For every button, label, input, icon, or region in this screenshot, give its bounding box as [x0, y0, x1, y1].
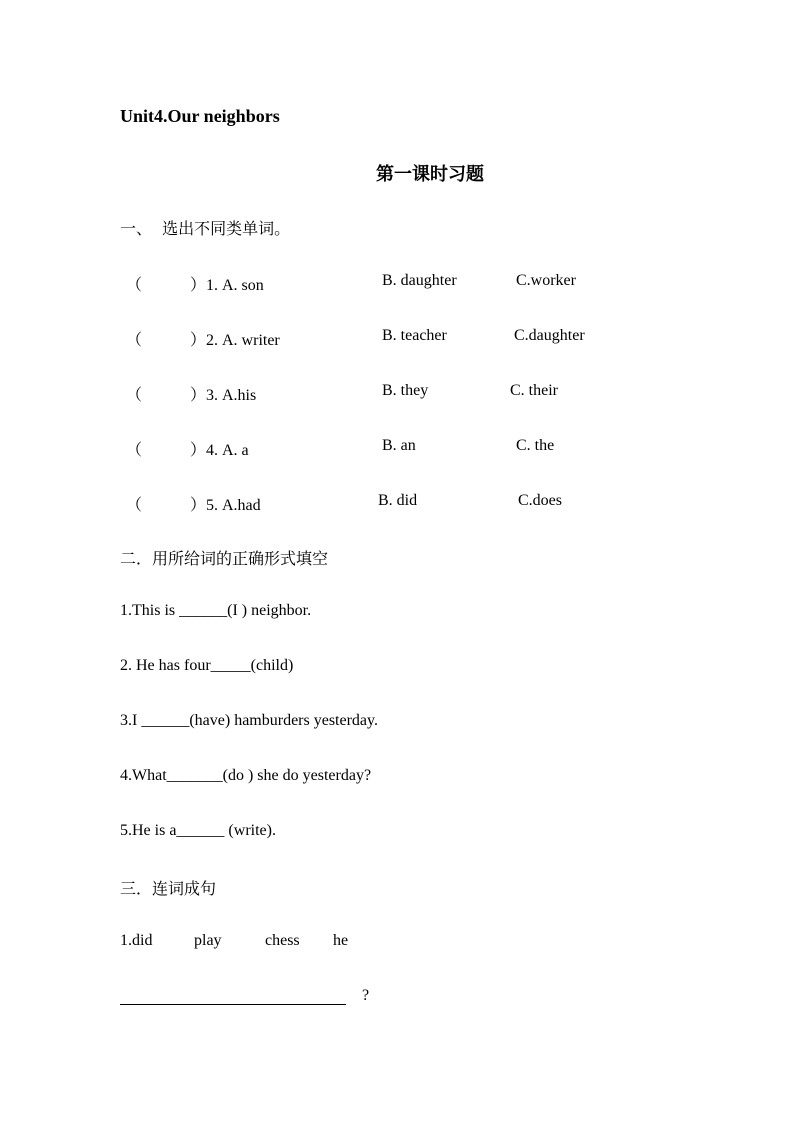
- question-3-stem: （ ）3. A.his: [126, 387, 257, 404]
- question-2-option-c: C.daughter: [514, 327, 585, 344]
- fill-question-1: 1.This is ______(I ) neighbor.: [120, 602, 312, 619]
- question-2-option-b: B. teacher: [382, 327, 447, 344]
- scramble-word-2: play: [194, 932, 222, 949]
- question-1-option-c: C.worker: [516, 272, 576, 289]
- scramble-word-3: chess: [265, 932, 300, 949]
- section2-heading: 二．用所给词的正确形式填空: [120, 549, 329, 568]
- question-4-stem: （ ）4. A. a: [126, 442, 249, 459]
- question-3-option-b: B. they: [382, 382, 429, 399]
- question-4-option-c: C. the: [516, 437, 555, 454]
- section1-heading: 一、 选出不同类单词。: [120, 219, 291, 238]
- answer-question-mark: ?: [362, 987, 370, 1004]
- question-3-option-c: C. their: [510, 382, 558, 399]
- fill-question-5: 5.He is a______ (write).: [120, 822, 276, 839]
- page-title: Unit4.Our neighbors: [120, 106, 280, 126]
- question-5-stem: （ ）5. A.had: [126, 497, 261, 514]
- question-1-stem: （ ）1. A. son: [126, 277, 264, 294]
- answer-line[interactable]: [120, 1004, 346, 1005]
- lesson-subtitle: 第一课时习题: [376, 164, 484, 185]
- question-1-option-b: B. daughter: [382, 272, 457, 289]
- fill-question-3: 3.I ______(have) hamburders yesterday.: [120, 712, 378, 729]
- scramble-word-4: he: [333, 932, 349, 949]
- question-5-option-c: C.does: [518, 492, 562, 509]
- question-5-option-b: B. did: [378, 492, 418, 509]
- section3-heading: 三．连词成句: [120, 879, 217, 898]
- fill-question-2: 2. He has four_____(child): [120, 657, 294, 674]
- scramble-word-1: 1.did: [120, 932, 153, 949]
- question-2-stem: （ ）2. A. writer: [126, 332, 280, 349]
- fill-question-4: 4.What_______(do ) she do yesterday?: [120, 767, 372, 784]
- question-4-option-b: B. an: [382, 437, 416, 454]
